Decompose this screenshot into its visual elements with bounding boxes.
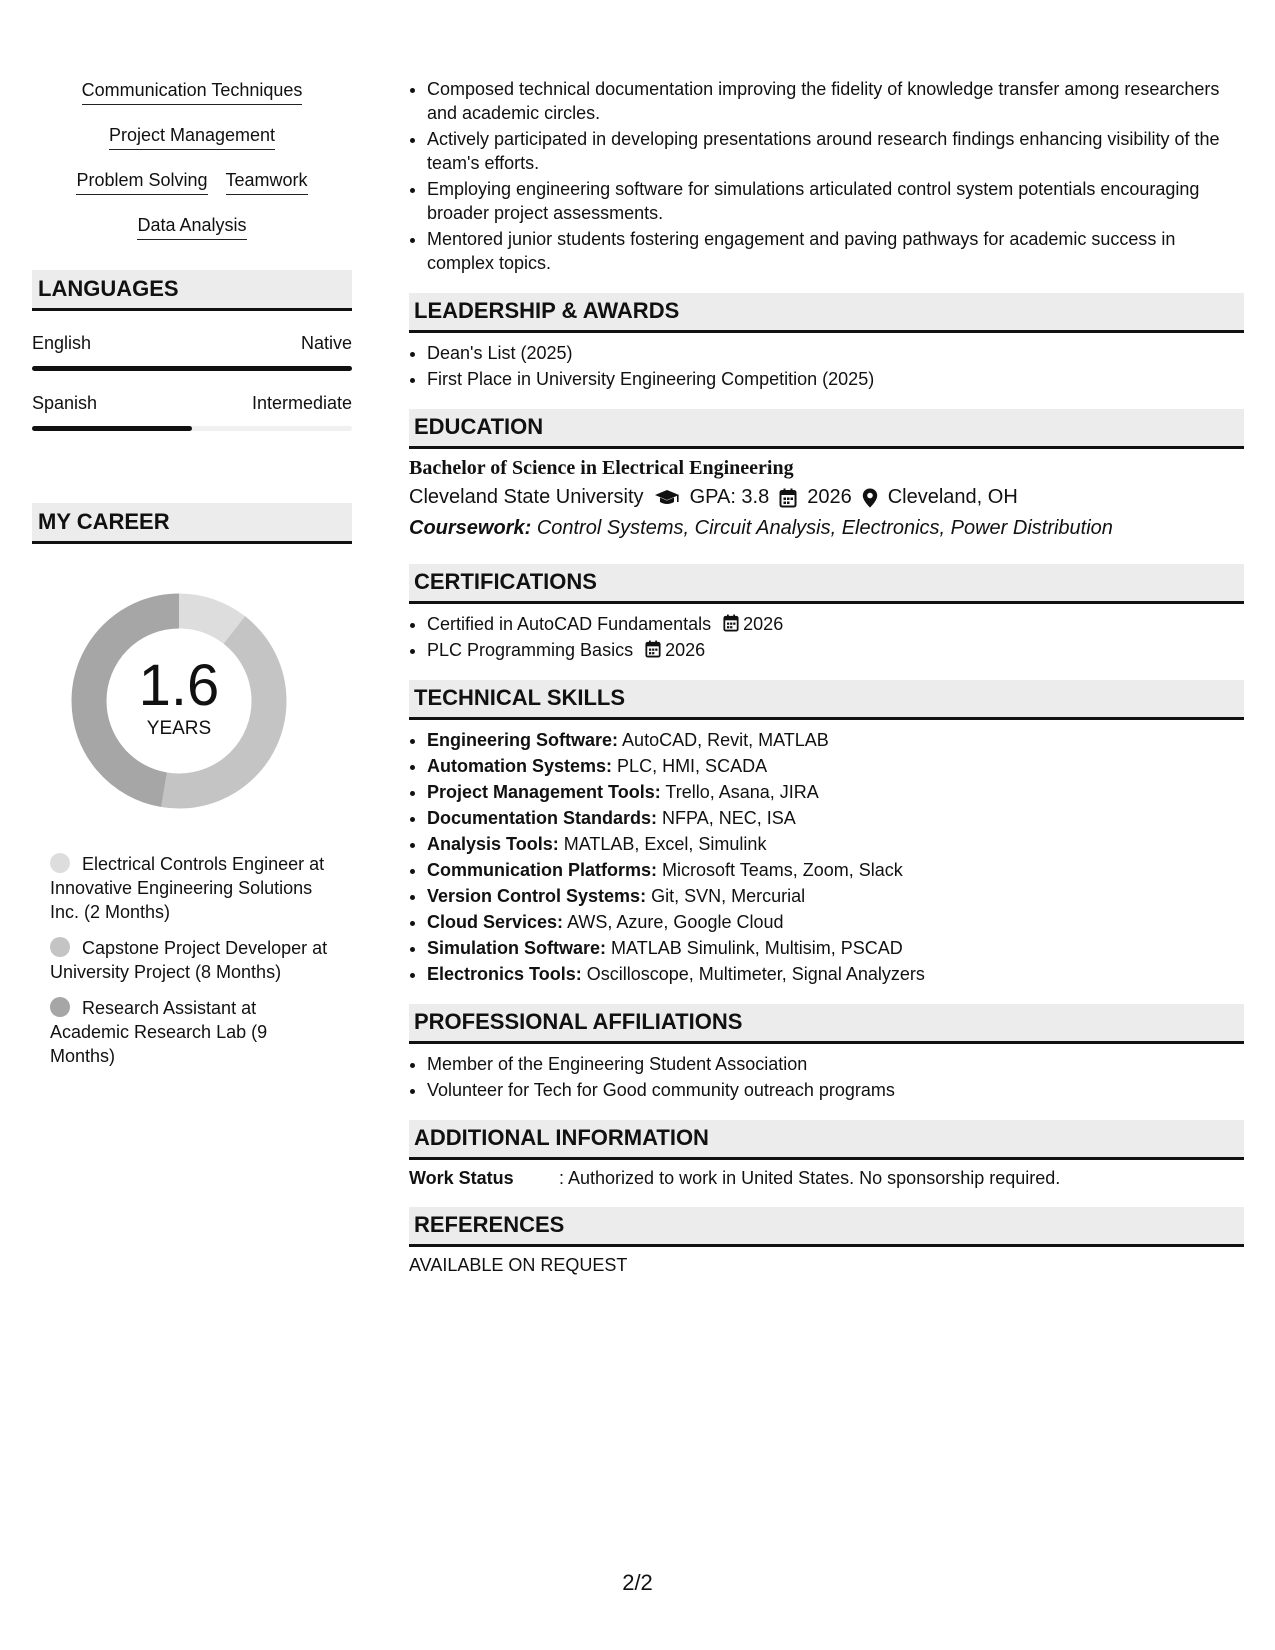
language-name: English <box>32 333 92 353</box>
tech-skill-item <box>427 728 1244 752</box>
education-heading: EDUCATION <box>409 409 1244 449</box>
affiliations-list <box>409 1052 1244 1102</box>
experience-bullet: • Employing engineering software for simulations articulated control system potentials encouraging broader project assessments. <box>427 177 1244 225</box>
references-text: AVAILABLE ON REQUEST <box>409 1255 628 1275</box>
skills-tags <box>32 80 352 240</box>
coursework-label: Coursework: <box>409 517 532 539</box>
language-level: Native <box>300 333 352 353</box>
skill-row <box>32 170 352 195</box>
tech-skill-value: Git, SVN, Mercurial <box>651 886 806 906</box>
tech-skill-item <box>427 884 1244 908</box>
calendar-icon <box>645 640 661 658</box>
tech-skill-value: Trello, Asana, JIRA <box>665 782 819 802</box>
tech-skill-label: Analysis Tools: <box>427 834 559 854</box>
languages-heading: LANGUAGES <box>32 270 352 311</box>
tech-skill-item <box>427 936 1244 960</box>
tech-skill-label: Communication Platforms: <box>427 860 658 880</box>
certification-item <box>427 638 1244 662</box>
location-pin-icon <box>862 488 878 508</box>
tech-skill-label: Automation Systems: <box>427 756 613 776</box>
career-years-label: YEARS <box>146 718 212 739</box>
tech-skill-item <box>427 910 1244 934</box>
tech-skill-item <box>427 832 1244 856</box>
education-details <box>409 486 1244 509</box>
tech-skill-value: MATLAB Simulink, Multisim, PSCAD <box>611 938 903 958</box>
work-status-value: : Authorized to work in United States. No sponsorship required. <box>559 1168 1061 1188</box>
education-location: Cleveland, OH <box>887 486 1018 508</box>
technical-skills-heading: TECHNICAL SKILLS <box>409 680 1244 720</box>
award-item: • First Place in University Engineering Competition (2025) <box>427 367 1244 391</box>
page-number: 2/2 <box>622 1570 653 1595</box>
tech-skill-label: Engineering Software: <box>427 730 619 750</box>
education-gpa: GPA: 3.8 <box>689 486 770 508</box>
language-item-spanish <box>32 393 352 431</box>
experience-bullets <box>409 77 1244 275</box>
tech-skill-item <box>427 858 1244 882</box>
calendar-icon <box>779 488 797 508</box>
additional-info-heading: ADDITIONAL INFORMATION <box>409 1120 1244 1160</box>
technical-skills-list <box>409 728 1244 986</box>
skill-tag: Data Analysis <box>137 215 246 240</box>
award-item: • Dean's List (2025) <box>427 341 1244 365</box>
affiliation-item: • Member of the Engineering Student Association <box>427 1052 1244 1076</box>
work-status <box>409 1168 1244 1189</box>
experience-bullet: • Mentored junior students fostering engagement and paving pathways for academic success in complex topics. <box>427 227 1244 275</box>
certification-name: PLC Programming Basics <box>427 640 634 660</box>
career-item <box>50 996 330 1068</box>
tech-skill-label: Documentation Standards: <box>427 808 658 828</box>
experience-bullet: • Actively participated in developing presentations around research findings enhancing visibility of the team's efforts. <box>427 127 1244 175</box>
tech-skill-item <box>427 780 1244 804</box>
career-item-text: Capstone Project Developer at University Project (8 Months) <box>50 938 328 982</box>
coursework-text: Control Systems, Circuit Analysis, Electronics, Power Distribution <box>536 517 1113 539</box>
career-dot-icon <box>50 853 70 873</box>
skill-row <box>32 125 352 150</box>
career-item-text: Electrical Controls Engineer at Innovative Engineering Solutions Inc. (2 Months) <box>50 854 325 922</box>
language-bar-fill <box>32 426 192 431</box>
leadership-list <box>409 341 1244 391</box>
tech-skill-label: Cloud Services: <box>427 912 564 932</box>
career-item <box>50 936 330 984</box>
skill-tag: Problem Solving <box>76 170 207 195</box>
language-name: Spanish <box>32 393 98 413</box>
tech-skill-label: Project Management Tools: <box>427 782 661 802</box>
tech-skill-item <box>427 962 1244 986</box>
education-coursework <box>409 517 1244 540</box>
tech-skill-item <box>427 754 1244 778</box>
affiliation-item: • Volunteer for Tech for Good community outreach programs <box>427 1078 1244 1102</box>
certification-year: 2026 <box>743 614 784 634</box>
career-item <box>50 852 330 924</box>
references-heading: REFERENCES <box>409 1207 1244 1247</box>
skill-tag: Teamwork <box>226 170 308 195</box>
tech-skill-value: AWS, Azure, Google Cloud <box>567 912 784 932</box>
right-column <box>409 80 1244 1276</box>
career-list <box>50 852 330 1068</box>
language-bar <box>32 426 352 431</box>
tech-skill-label: Electronics Tools: <box>427 964 582 984</box>
leadership-heading: LEADERSHIP & AWARDS <box>409 293 1244 333</box>
education-school: Cleveland State University <box>409 486 644 508</box>
skill-row <box>32 80 352 105</box>
skill-tag: Project Management <box>109 125 275 150</box>
career-dot-icon <box>50 937 70 957</box>
certifications-list <box>409 612 1244 662</box>
work-status-label: Work Status <box>409 1168 514 1188</box>
calendar-icon <box>723 614 739 632</box>
certification-name: Certified in AutoCAD Fundamentals <box>427 614 712 634</box>
tech-skill-value: Oscilloscope, Multimeter, Signal Analyzers <box>586 964 925 984</box>
tech-skill-value: NFPA, NEC, ISA <box>662 808 796 828</box>
career-donut-chart <box>64 586 294 816</box>
tech-skill-value: Microsoft Teams, Zoom, Slack <box>662 860 903 880</box>
experience-bullet: • Composed technical documentation improving the fidelity of knowledge transfer among researchers and academic circles. <box>427 77 1244 125</box>
language-item-english <box>32 333 352 371</box>
tech-skill-item <box>427 806 1244 830</box>
affiliations-heading: PROFESSIONAL AFFILIATIONS <box>409 1004 1244 1044</box>
tech-skill-label: Version Control Systems: <box>427 886 647 906</box>
skill-tag: Communication Techniques <box>82 80 303 105</box>
tech-skill-value: AutoCAD, Revit, MATLAB <box>622 730 829 750</box>
left-column <box>32 80 352 1080</box>
tech-skill-value: MATLAB, Excel, Simulink <box>563 834 767 854</box>
certification-year: 2026 <box>665 640 706 660</box>
skill-row <box>32 215 352 240</box>
language-level: Intermediate <box>251 393 352 413</box>
graduation-cap-icon <box>654 489 680 507</box>
language-bar-fill <box>32 366 352 371</box>
career-total-years: 1.6 <box>138 653 220 718</box>
tech-skill-label: Simulation Software: <box>427 938 607 958</box>
language-bar <box>32 366 352 371</box>
certification-item <box>427 612 1244 636</box>
career-item-text: Research Assistant at Academic Research Lab (9 Months) <box>50 998 268 1066</box>
education-year: 2026 <box>807 486 852 508</box>
tech-skill-value: PLC, HMI, SCADA <box>617 756 768 776</box>
education-degree: Bachelor of Science in Electrical Engineering <box>409 457 794 479</box>
career-dot-icon <box>50 997 70 1017</box>
certifications-heading: CERTIFICATIONS <box>409 564 1244 604</box>
career-heading: MY CAREER <box>32 503 352 544</box>
career-donut-center <box>64 586 294 816</box>
